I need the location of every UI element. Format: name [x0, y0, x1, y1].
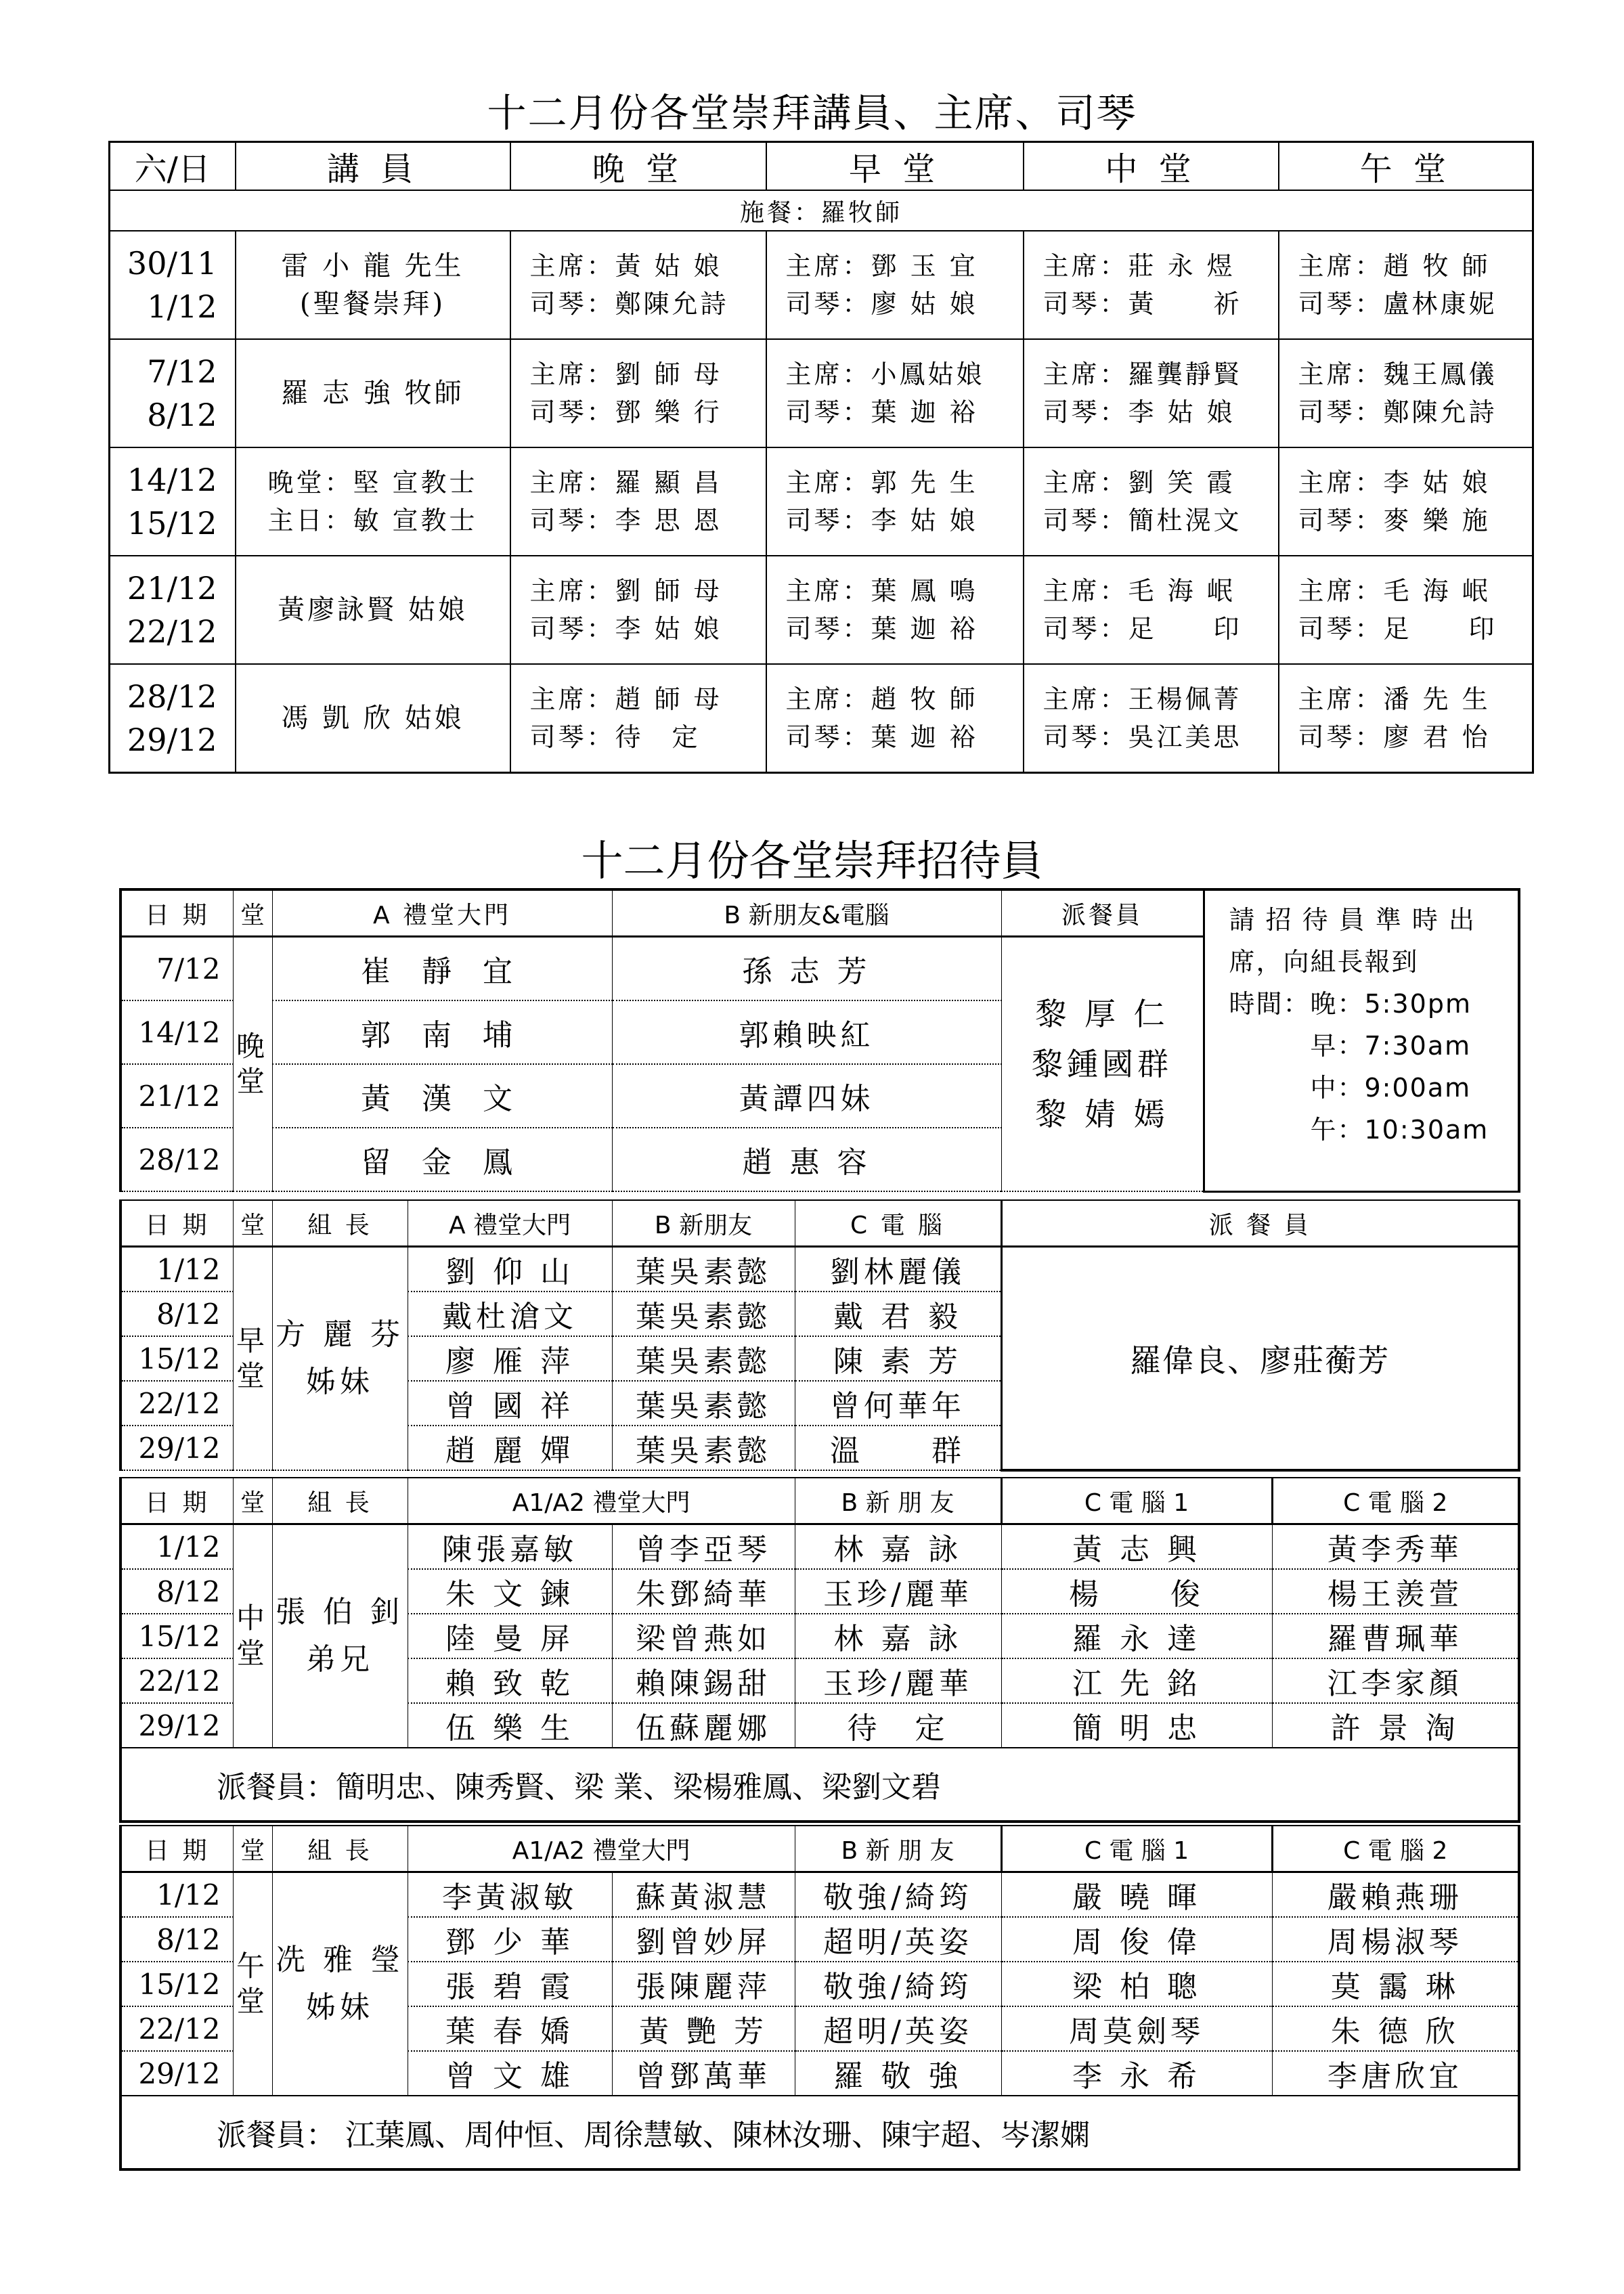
date: 1/12 — [147, 288, 217, 325]
date: 15/12 — [120, 1962, 233, 2006]
chair: 主席：毛 海 岷 — [1043, 576, 1235, 606]
header-computer-1: C 電 腦 1 — [1001, 1826, 1272, 1872]
date: 15/12 — [127, 505, 217, 542]
door-usher-2: 梁曾燕如 — [612, 1614, 795, 1658]
date: 22/12 — [127, 613, 217, 650]
computer-2-usher: 朱 德 欣 — [1272, 2006, 1519, 2051]
header-computer-2: C 電 腦 2 — [1272, 1826, 1519, 1872]
team-leader — [272, 1524, 408, 1748]
pianist: 司琴：鄧 樂 行 — [529, 397, 722, 427]
newcomer-usher: 敬強/綺筠 — [795, 1962, 1001, 2006]
computer-1-usher: 簡 明 忠 — [1001, 1703, 1272, 1748]
servers-row — [120, 2096, 1519, 2169]
newcomer-usher: 葉吳素懿 — [612, 1292, 795, 1336]
computer-2-usher: 楊王羨萱 — [1272, 1569, 1519, 1614]
door-usher: 留 金 鳳 — [272, 1128, 612, 1191]
leader-title: 姊妹 — [306, 1365, 374, 1399]
note-line: 請 招 待 員 準 時 出 — [1229, 905, 1476, 935]
server: 黎 厚 仁 — [1035, 996, 1169, 1032]
service-label — [233, 937, 272, 1192]
server: 黎 婧 嫣 — [1035, 1096, 1169, 1132]
computer-usher: 戴 君 毅 — [795, 1292, 1001, 1336]
computer-1-usher: 楊 俊 — [1001, 1569, 1272, 1614]
header-noon: 中 堂 — [1024, 142, 1279, 191]
pianist: 司琴：李 姑 娘 — [785, 506, 978, 535]
door-usher-2: 張陳麗萍 — [612, 1962, 795, 2006]
arrival-note — [1204, 889, 1519, 1191]
date: 29/12 — [120, 2051, 233, 2096]
header-newcomer: B 新 朋 友 — [795, 1826, 1001, 1872]
chair: 主席：莊 永 煜 — [1043, 251, 1235, 281]
service-label — [233, 1247, 272, 1471]
door-usher-2: 劉曾妙屏 — [612, 1917, 795, 1962]
computer-1-usher: 周 俊 偉 — [1001, 1917, 1272, 1962]
computer-2-usher: 嚴賴燕珊 — [1272, 1872, 1519, 1918]
service-char: 中 — [236, 1602, 269, 1635]
header-newcomer: B 新朋友 — [612, 1200, 795, 1247]
pianist: 司琴：鄭陳允詩 — [529, 289, 729, 319]
header-leader: 組 長 — [272, 1478, 408, 1524]
newcomer-usher: 葉吳素懿 — [612, 1381, 795, 1426]
date: 15/12 — [120, 1614, 233, 1658]
pianist: 司琴：廖 君 怡 — [1298, 722, 1491, 752]
speaker-note: (聖餐崇拜) — [299, 288, 446, 319]
computer-2-usher: 羅曹珮華 — [1272, 1614, 1519, 1658]
chair: 主席：劉 笑 霞 — [1043, 468, 1235, 498]
pianist: 司琴：吳江美思 — [1043, 722, 1242, 752]
schedule-title: 十二月份各堂崇拜講員、主席、司琴 — [487, 90, 1137, 136]
servers-row — [120, 1748, 1519, 1822]
date: 21/12 — [120, 1064, 233, 1128]
pianist: 司琴：葉 迦 裕 — [785, 722, 978, 752]
header-date: 日 期 — [120, 889, 233, 937]
date: 21/12 — [127, 570, 217, 606]
computer-1-usher: 李 永 希 — [1001, 2051, 1272, 2096]
team-leader — [272, 1247, 408, 1471]
header-service: 堂 — [233, 889, 272, 937]
service-char: 晚 — [236, 1030, 269, 1063]
meal-servers — [1001, 937, 1204, 1192]
date: 15/12 — [120, 1336, 233, 1381]
door-usher-1: 伍 樂 生 — [408, 1703, 612, 1748]
date: 28/12 — [127, 678, 217, 715]
header-server: 派餐員 — [1001, 889, 1204, 937]
table-row — [120, 1247, 1519, 1292]
newcomer-usher: 葉吳素懿 — [612, 1336, 795, 1381]
newcomer-usher: 敬強/綺筠 — [795, 1872, 1001, 1918]
table-row — [110, 664, 1533, 773]
leader-name: 張 伯 釗 — [276, 1595, 404, 1629]
chair: 主席：趙 牧 師 — [1298, 251, 1491, 281]
chair: 主席：魏王鳳儀 — [1298, 359, 1497, 389]
meal-servers: 羅偉良、廖莊蘅芳 — [1001, 1247, 1519, 1471]
speakers-table — [108, 141, 1534, 774]
chair: 主席：葉 鳳 鳴 — [785, 576, 978, 606]
newcomer-usher: 葉吳素懿 — [612, 1247, 795, 1292]
chair: 主席：黃 姑 娘 — [529, 251, 722, 281]
door-usher: 廖 雁 萍 — [408, 1336, 612, 1381]
door-usher-2: 伍蘇麗娜 — [612, 1703, 795, 1748]
speaker: 馮 凱 欣 姑娘 — [281, 703, 464, 734]
pianist: 司琴：麥 樂 施 — [1298, 506, 1491, 535]
door-usher-1: 曾 文 雄 — [408, 2051, 612, 2096]
computer-2-usher: 黃李秀華 — [1272, 1524, 1519, 1570]
date: 29/12 — [127, 722, 217, 758]
header-service: 堂 — [233, 1200, 272, 1247]
server: 黎鍾國群 — [1032, 1046, 1172, 1082]
chair: 主席：鄧 玉 宜 — [785, 251, 978, 281]
chair: 主席：郭 先 生 — [785, 468, 978, 498]
computer-usher: 劉林麗儀 — [795, 1247, 1001, 1292]
date: 30/11 — [127, 245, 217, 282]
door-usher-1: 張 碧 霞 — [408, 1962, 612, 2006]
table-row — [110, 231, 1533, 339]
note-line: 席，向組長報到 — [1229, 947, 1419, 977]
pianist: 司琴：葉 迦 裕 — [785, 614, 978, 644]
chair: 主席：羅 顯 昌 — [529, 468, 722, 498]
pianist: 司琴：李 姑 娘 — [1043, 397, 1235, 427]
header-newcomer: B 新 朋 友 — [795, 1478, 1001, 1524]
date: 22/12 — [120, 1658, 233, 1703]
computer-usher: 陳 素 芳 — [795, 1336, 1001, 1381]
computer-2-usher: 周楊淑琴 — [1272, 1917, 1519, 1962]
speaker: 黃廖詠賢 姑娘 — [278, 594, 468, 625]
chair: 主席：趙 師 母 — [529, 684, 722, 714]
leader-title: 姊妹 — [306, 1990, 374, 2025]
computer-2-usher: 江李家顏 — [1272, 1658, 1519, 1703]
table-header — [120, 1478, 1519, 1524]
header-afternoon: 午 堂 — [1279, 142, 1533, 191]
door-usher-2: 曾鄧萬華 — [612, 2051, 795, 2096]
speaker: 羅 志 強 牧師 — [281, 378, 464, 409]
computer-1-usher: 羅 永 達 — [1001, 1614, 1272, 1658]
newcomer-usher: 超明/英姿 — [795, 1917, 1001, 1962]
newcomer-usher: 黃譚四妹 — [612, 1064, 1001, 1128]
table-header — [110, 142, 1533, 191]
date: 22/12 — [120, 1381, 233, 1426]
meal-note: 施餐：羅牧師 — [110, 190, 1533, 231]
evening-ushers-table — [119, 888, 1520, 1193]
leader-name: 方 麗 芬 — [276, 1317, 404, 1352]
date: 22/12 — [120, 2006, 233, 2051]
table-row — [110, 556, 1533, 664]
header-door: A1/A2 禮堂大門 — [408, 1826, 795, 1872]
door-usher: 趙 麗 嬋 — [408, 1426, 612, 1470]
newcomer-usher: 羅 敬 強 — [795, 2051, 1001, 2096]
pianist: 司琴：足 印 — [1043, 614, 1242, 644]
pianist: 司琴：李 姑 娘 — [529, 614, 722, 644]
date: 29/12 — [120, 1703, 233, 1748]
computer-1-usher: 黃 志 興 — [1001, 1524, 1272, 1570]
date: 7/12 — [147, 353, 217, 390]
header-door: A 禮堂大門 — [272, 889, 612, 937]
speaker: 雷 小 龍 先生 — [281, 250, 464, 282]
note-line: 午：10:30am — [1229, 1115, 1489, 1145]
team-leader — [272, 1872, 408, 2096]
table-row — [110, 447, 1533, 556]
service-label — [233, 1524, 272, 1748]
header-service: 堂 — [233, 1826, 272, 1872]
door-usher-1: 葉 春 嬌 — [408, 2006, 612, 2051]
newcomer-usher: 孫 志 芳 — [612, 937, 1001, 1001]
door-usher-1: 賴 致 乾 — [408, 1658, 612, 1703]
date: 8/12 — [120, 1292, 233, 1336]
note-line: 中：9:00am — [1229, 1073, 1472, 1103]
note-line: 早：7:30am — [1229, 1031, 1472, 1061]
header-newcomer: B 新朋友&電腦 — [612, 889, 1001, 937]
table-row — [120, 1872, 1519, 1918]
meal-servers: 派餐員： 江葉鳳、周仲恒、周徐慧敏、陳林汝珊、陳宇超、岑潔嫻 — [120, 2096, 1519, 2169]
header-leader: 組 長 — [272, 1200, 408, 1247]
door-usher-2: 蘇黃淑慧 — [612, 1872, 795, 1918]
date: 1/12 — [120, 1247, 233, 1292]
header-computer: C 電 腦 — [795, 1200, 1001, 1247]
header-door: A 禮堂大門 — [408, 1200, 612, 1247]
door-usher: 曾 國 祥 — [408, 1381, 612, 1426]
service-char: 堂 — [236, 1985, 269, 2018]
pianist: 司琴：廖 姑 娘 — [785, 289, 978, 319]
door-usher-1: 陳張嘉敏 — [408, 1524, 612, 1570]
pianist: 司琴：足 印 — [1298, 614, 1497, 644]
date: 1/12 — [120, 1872, 233, 1918]
computer-1-usher: 江 先 銘 — [1001, 1658, 1272, 1703]
noon-ushers-table — [119, 1477, 1520, 1823]
newcomer-usher: 郭賴映紅 — [612, 1000, 1001, 1064]
computer-1-usher: 梁 柏 聰 — [1001, 1962, 1272, 2006]
table-header — [120, 1826, 1519, 1872]
door-usher: 郭 南 埔 — [272, 1000, 612, 1064]
computer-2-usher: 李唐欣宜 — [1272, 2051, 1519, 2096]
chair: 主席：羅龔靜賢 — [1043, 359, 1242, 389]
header-computer-1: C 電 腦 1 — [1001, 1478, 1272, 1524]
pianist: 司琴：黃 祈 — [1043, 289, 1242, 319]
computer-usher: 曾何華年 — [795, 1381, 1001, 1426]
chair: 主席：王楊佩菁 — [1043, 684, 1242, 714]
date: 7/12 — [120, 937, 233, 1001]
chair: 主席：潘 先 生 — [1298, 684, 1491, 714]
chair: 主席：趙 牧 師 — [785, 684, 978, 714]
table-header — [120, 1200, 1519, 1247]
date: 28/12 — [120, 1128, 233, 1191]
service-char: 午 — [236, 1949, 269, 1983]
header-date: 日 期 — [120, 1826, 233, 1872]
pianist: 司琴：鄭陳允詩 — [1298, 397, 1497, 427]
header-leader: 組 長 — [272, 1826, 408, 1872]
date: 8/12 — [120, 1917, 233, 1962]
table-header — [120, 889, 1519, 937]
door-usher-1: 鄧 少 華 — [408, 1917, 612, 1962]
chair: 主席：毛 海 岷 — [1298, 576, 1491, 606]
date: 1/12 — [120, 1524, 233, 1570]
service-label — [233, 1872, 272, 2096]
service-char: 堂 — [236, 1359, 269, 1392]
service-char: 早 — [236, 1324, 269, 1357]
door-usher: 劉 仰 山 — [408, 1247, 612, 1292]
newcomer-usher: 超明/英姿 — [795, 2006, 1001, 2051]
pianist: 司琴：待 定 — [529, 722, 701, 752]
note-line: 時間：晚：5:30pm — [1229, 989, 1472, 1019]
newcomer-usher: 趙 惠 容 — [612, 1128, 1001, 1191]
computer-2-usher: 莫 靄 琳 — [1272, 1962, 1519, 2006]
table-row — [110, 339, 1533, 447]
newcomer-usher: 玉珍/麗華 — [795, 1658, 1001, 1703]
door-usher: 崔 靜 宜 — [272, 937, 612, 1001]
door-usher-2: 朱鄧綺華 — [612, 1569, 795, 1614]
header-speaker: 講 員 — [236, 142, 510, 191]
date: 8/12 — [147, 397, 217, 433]
newcomer-usher: 待 定 — [795, 1703, 1001, 1748]
date: 8/12 — [120, 1569, 233, 1614]
computer-1-usher: 周莫劍琴 — [1001, 2006, 1272, 2051]
pianist: 司琴：李 思 恩 — [529, 506, 722, 535]
pianist: 司琴：盧林康妮 — [1298, 289, 1497, 319]
header-morning: 早 堂 — [766, 142, 1024, 191]
pianist: 司琴：葉 迦 裕 — [785, 397, 978, 427]
meal-servers: 派餐員：簡明忠、陳秀賢、梁 業、梁楊雅鳳、梁劉文碧 — [120, 1748, 1519, 1822]
date: 14/12 — [127, 462, 217, 498]
chair: 主席：小鳳姑娘 — [785, 359, 985, 389]
header-date: 日 期 — [120, 1200, 233, 1247]
table-row — [120, 1524, 1519, 1570]
newcomer-usher: 葉吳素懿 — [612, 1426, 795, 1470]
speaker: 晚堂：堅 宣教士 — [267, 468, 478, 498]
door-usher-1: 李黃淑敏 — [408, 1872, 612, 1918]
header-service: 堂 — [233, 1478, 272, 1524]
pianist: 司琴：簡杜滉文 — [1043, 506, 1242, 535]
door-usher-1: 朱 文 鍊 — [408, 1569, 612, 1614]
date: 29/12 — [120, 1426, 233, 1470]
door-usher: 戴杜滄文 — [408, 1292, 612, 1336]
header-evening: 晚 堂 — [510, 142, 766, 191]
speaker: 主日：敏 宣教士 — [267, 506, 478, 535]
date: 14/12 — [120, 1000, 233, 1064]
morning-ushers-table — [119, 1199, 1520, 1472]
door-usher-2: 賴陳錫甜 — [612, 1658, 795, 1703]
header-computer-2: C 電 腦 2 — [1272, 1478, 1519, 1524]
header-door: A1/A2 禮堂大門 — [408, 1478, 795, 1524]
service-char: 堂 — [236, 1065, 269, 1098]
computer-1-usher: 嚴 曉 暉 — [1001, 1872, 1272, 1918]
newcomer-usher: 林 嘉 詠 — [795, 1614, 1001, 1658]
computer-usher: 溫 群 — [795, 1426, 1001, 1470]
chair: 主席：劉 師 母 — [529, 576, 722, 606]
afternoon-ushers-table — [119, 1825, 1520, 2171]
computer-2-usher: 許 景 淘 — [1272, 1703, 1519, 1748]
chair: 主席：劉 師 母 — [529, 359, 722, 389]
header-date: 六/日 — [110, 142, 236, 191]
leader-title: 弟兄 — [306, 1642, 374, 1677]
ushers-title: 十二月份各堂崇拜招待員 — [581, 836, 1043, 885]
newcomer-usher: 林 嘉 詠 — [795, 1524, 1001, 1570]
door-usher: 黃 漢 文 — [272, 1064, 612, 1128]
door-usher-1: 陸 曼 屏 — [408, 1614, 612, 1658]
header-date: 日 期 — [120, 1478, 233, 1524]
service-char: 堂 — [236, 1637, 269, 1670]
door-usher-2: 黃 艷 芳 — [612, 2006, 795, 2051]
chair: 主席：李 姑 娘 — [1298, 468, 1491, 498]
leader-name: 冼 雅 瑩 — [276, 1943, 404, 1977]
header-server: 派 餐 員 — [1001, 1200, 1519, 1247]
newcomer-usher: 玉珍/麗華 — [795, 1569, 1001, 1614]
door-usher-2: 曾李亞琴 — [612, 1524, 795, 1570]
